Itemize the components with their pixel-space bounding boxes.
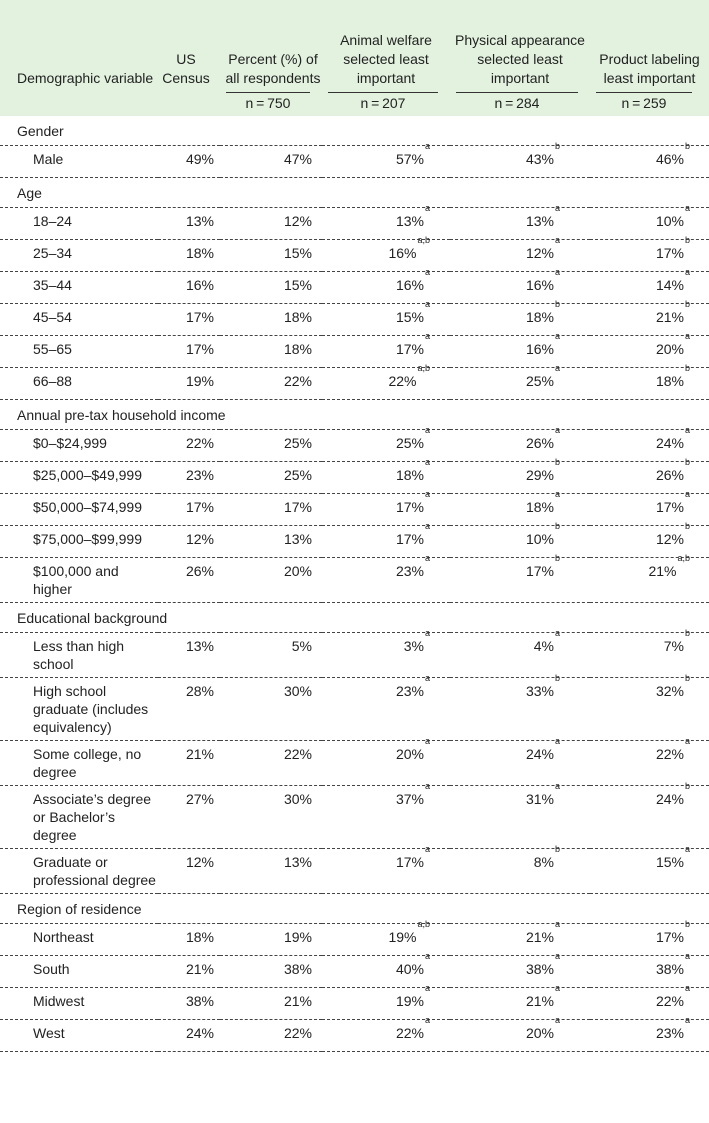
animal-value: 16%$^{a,b}$ [322,240,450,272]
animal-value: 23%$^a$ [322,558,450,603]
significance-marker: a [424,844,430,854]
physical-value: 13%$^a$ [450,208,590,240]
animal-value: 17%$^a$ [322,526,450,558]
row-label: Male [0,146,158,178]
percent-value: 22% [220,1020,322,1052]
significance-marker: a [554,489,560,499]
animal-value: 16%$^a$ [322,272,450,304]
significance-marker: a [684,489,690,499]
category-row-region [0,894,709,924]
significance-marker: a [554,267,560,277]
significance-marker: b [684,628,690,638]
percent-value: 12% [220,208,322,240]
product-value: 23%$^a$ [590,1020,709,1052]
row-label: $75,000–$99,999 [0,526,158,558]
table-row [0,272,709,304]
significance-marker: b [684,299,690,309]
significance-marker: a [554,919,560,929]
row-label: Graduate or professional degree [0,849,158,894]
census-value: 16% [158,272,220,304]
product-value: 20%$^a$ [590,336,709,368]
product-value: 21%$^{a,b}$ [590,558,709,603]
row-label: 45–54 [0,304,158,336]
animal-value: 17%$^a$ [322,494,450,526]
animal-value: 22%$^{a,b}$ [322,368,450,400]
table-row [0,430,709,462]
product-value: 17%$^b$ [590,240,709,272]
physical-value: 38%$^a$ [450,956,590,988]
significance-marker: a [554,331,560,341]
census-value: 13% [158,208,220,240]
table-body [0,116,709,1052]
significance-marker: a [424,489,430,499]
significance-marker: b [554,521,560,531]
percent-value: 5% [220,633,322,678]
significance-marker: a [424,628,430,638]
physical-value: 12%$^a$ [450,240,590,272]
significance-marker: b [554,553,560,563]
row-label: $25,000–$49,999 [0,462,158,494]
physical-value: 18%$^b$ [450,304,590,336]
significance-marker: a [424,457,430,467]
significance-marker: a [424,299,430,309]
table-row [0,526,709,558]
table-row [0,678,709,741]
census-value: 28% [158,678,220,741]
census-value: 17% [158,494,220,526]
census-value: 24% [158,1020,220,1052]
percent-value: 19% [220,924,322,956]
header-product: Product labeling least important [590,0,709,92]
census-value: 19% [158,368,220,400]
product-value: 14%$^a$ [590,272,709,304]
table-row [0,304,709,336]
percent-value: 15% [220,240,322,272]
significance-marker: a [684,983,690,993]
significance-marker: a [684,736,690,746]
physical-value: 8%$^b$ [450,849,590,894]
table-row [0,924,709,956]
animal-value: 40%$^a$ [322,956,450,988]
n-physical: n = 284 [450,92,590,116]
animal-value: 17%$^a$ [322,336,450,368]
significance-marker: a [684,844,690,854]
significance-marker: b [554,457,560,467]
physical-value: 10%$^b$ [450,526,590,558]
product-value: 17%$^a$ [590,494,709,526]
census-value: 12% [158,526,220,558]
animal-value: 13%$^a$ [322,208,450,240]
significance-marker: a [684,267,690,277]
category-title: Gender [0,116,709,146]
significance-marker: b [554,141,560,151]
significance-marker: b [554,673,560,683]
table-row [0,956,709,988]
category-row-age [0,178,709,208]
animal-value: 15%$^a$ [322,304,450,336]
census-value: 18% [158,240,220,272]
significance-marker: a [554,951,560,961]
table-row [0,988,709,1020]
significance-marker: a [424,951,430,961]
physical-value: 21%$^a$ [450,988,590,1020]
category-title: Educational background [0,603,709,633]
percent-value: 13% [220,849,322,894]
row-label: Less than high school [0,633,158,678]
significance-marker: b [554,299,560,309]
significance-marker: b [684,781,690,791]
row-label: Some college, no degree [0,741,158,786]
significance-marker: a [684,203,690,213]
percent-value: 18% [220,304,322,336]
table-header [0,0,709,116]
category-row-gender [0,116,709,146]
category-title: Region of residence [0,894,709,924]
row-label: 25–34 [0,240,158,272]
percent-value: 17% [220,494,322,526]
animal-value: 25%$^a$ [322,430,450,462]
significance-marker: a [554,781,560,791]
product-value: 32%$^b$ [590,678,709,741]
physical-value: 25%$^a$ [450,368,590,400]
percent-value: 22% [220,368,322,400]
significance-marker: a [684,331,690,341]
row-label: $100,000 and higher [0,558,158,603]
table-row [0,146,709,178]
percent-value: 21% [220,988,322,1020]
significance-marker: a [424,203,430,213]
significance-marker: b [684,457,690,467]
animal-value: 18%$^a$ [322,462,450,494]
significance-marker: a [424,983,430,993]
header-physical: Physical appearance selected least important [450,0,590,92]
row-label: West [0,1020,158,1052]
significance-marker: a [554,235,560,245]
significance-marker: a [554,363,560,373]
percent-value: 25% [220,462,322,494]
row-label: $0–$24,999 [0,430,158,462]
significance-marker: a [424,673,430,683]
header-animal: Animal welfare selected least important [322,0,450,92]
row-label: South [0,956,158,988]
product-value: 46%$^b$ [590,146,709,178]
physical-value: 24%$^a$ [450,741,590,786]
header-demographic: Demographic variable [0,0,158,92]
header-census: US Census [158,0,220,92]
table-row [0,494,709,526]
percent-value: 22% [220,741,322,786]
animal-value: 22%$^a$ [322,1020,450,1052]
significance-marker: a [684,1015,690,1025]
product-value: 38%$^a$ [590,956,709,988]
physical-value: 29%$^b$ [450,462,590,494]
physical-value: 16%$^a$ [450,272,590,304]
physical-value: 43%$^b$ [450,146,590,178]
row-label: $50,000–$74,999 [0,494,158,526]
row-label: Northeast [0,924,158,956]
physical-value: 4%$^a$ [450,633,590,678]
census-value: 12% [158,849,220,894]
census-value: 49% [158,146,220,178]
table-row [0,462,709,494]
category-title: Annual pre-tax household income [0,400,709,430]
census-value: 18% [158,924,220,956]
significance-marker: a [424,141,430,151]
table-row [0,558,709,603]
table-row [0,786,709,849]
significance-marker: b [684,919,690,929]
significance-marker: b [684,521,690,531]
significance-marker: a [424,736,430,746]
table-row [0,208,709,240]
product-value: 22%$^a$ [590,741,709,786]
percent-value: 18% [220,336,322,368]
product-value: 21%$^b$ [590,304,709,336]
census-value: 21% [158,956,220,988]
significance-marker: b [684,235,690,245]
significance-marker: a [554,425,560,435]
animal-value: 19%$^a$ [322,988,450,1020]
percent-value: 30% [220,678,322,741]
significance-marker: a [424,425,430,435]
significance-marker: a [554,203,560,213]
product-value: 26%$^b$ [590,462,709,494]
significance-marker: a [424,267,430,277]
physical-value: 20%$^a$ [450,1020,590,1052]
percent-value: 25% [220,430,322,462]
animal-value: 23%$^a$ [322,678,450,741]
table-row [0,336,709,368]
percent-value: 30% [220,786,322,849]
significance-marker: a [554,736,560,746]
product-value: 15%$^a$ [590,849,709,894]
census-value: 17% [158,304,220,336]
product-value: 12%$^b$ [590,526,709,558]
census-value: 26% [158,558,220,603]
significance-marker: a [424,781,430,791]
table-row [0,633,709,678]
physical-value: 31%$^a$ [450,786,590,849]
row-label: Midwest [0,988,158,1020]
percent-value: 13% [220,526,322,558]
animal-value: 3%$^a$ [322,633,450,678]
significance-marker: a [424,331,430,341]
row-label: High school graduate (includes equivalency) [0,678,158,741]
census-value: 21% [158,741,220,786]
significance-marker: a [684,425,690,435]
product-value: 22%$^a$ [590,988,709,1020]
significance-marker: a [554,983,560,993]
category-title: Age [0,178,709,208]
census-value: 22% [158,430,220,462]
row-label: 66–88 [0,368,158,400]
product-value: 10%$^a$ [590,208,709,240]
table-row [0,849,709,894]
table-row [0,1020,709,1052]
product-value: 24%$^b$ [590,786,709,849]
percent-value: 15% [220,272,322,304]
animal-value: 37%$^a$ [322,786,450,849]
category-row-income [0,400,709,430]
census-value: 23% [158,462,220,494]
animal-value: 17%$^a$ [322,849,450,894]
percent-value: 20% [220,558,322,603]
animal-value: 19%$^{a,b}$ [322,924,450,956]
n-animal: n = 207 [322,92,450,116]
n-percent: n = 750 [220,92,322,116]
census-value: 17% [158,336,220,368]
product-value: 24%$^a$ [590,430,709,462]
product-value: 18%$^b$ [590,368,709,400]
significance-marker: a [424,553,430,563]
table-row [0,240,709,272]
significance-marker: a [424,521,430,531]
physical-value: 21%$^a$ [450,924,590,956]
row-label: Associate’s degree or Bachelor’s degree [0,786,158,849]
category-row-education [0,603,709,633]
header-percent: Percent (%) of all respondents [220,0,322,92]
row-label: 18–24 [0,208,158,240]
significance-marker: a [684,951,690,961]
n-product: n = 259 [590,92,709,116]
animal-value: 20%$^a$ [322,741,450,786]
physical-value: 16%$^a$ [450,336,590,368]
significance-marker: a [424,1015,430,1025]
significance-marker: a,b [417,363,430,373]
row-label: 55–65 [0,336,158,368]
significance-marker: a,b [677,553,690,563]
significance-marker: a [554,1015,560,1025]
product-value: 7%$^b$ [590,633,709,678]
product-value: 17%$^b$ [590,924,709,956]
significance-marker: a,b [417,919,430,929]
physical-value: 18%$^a$ [450,494,590,526]
census-value: 38% [158,988,220,1020]
significance-marker: b [684,673,690,683]
census-value: 27% [158,786,220,849]
table-row [0,741,709,786]
physical-value: 26%$^a$ [450,430,590,462]
table-row [0,368,709,400]
percent-value: 38% [220,956,322,988]
census-value: 13% [158,633,220,678]
significance-marker: b [554,844,560,854]
significance-marker: b [684,363,690,373]
significance-marker: a,b [417,235,430,245]
physical-value: 33%$^b$ [450,678,590,741]
row-label: 35–44 [0,272,158,304]
physical-value: 17%$^b$ [450,558,590,603]
animal-value: 57%$^a$ [322,146,450,178]
significance-marker: a [554,628,560,638]
significance-marker: b [684,141,690,151]
percent-value: 47% [220,146,322,178]
